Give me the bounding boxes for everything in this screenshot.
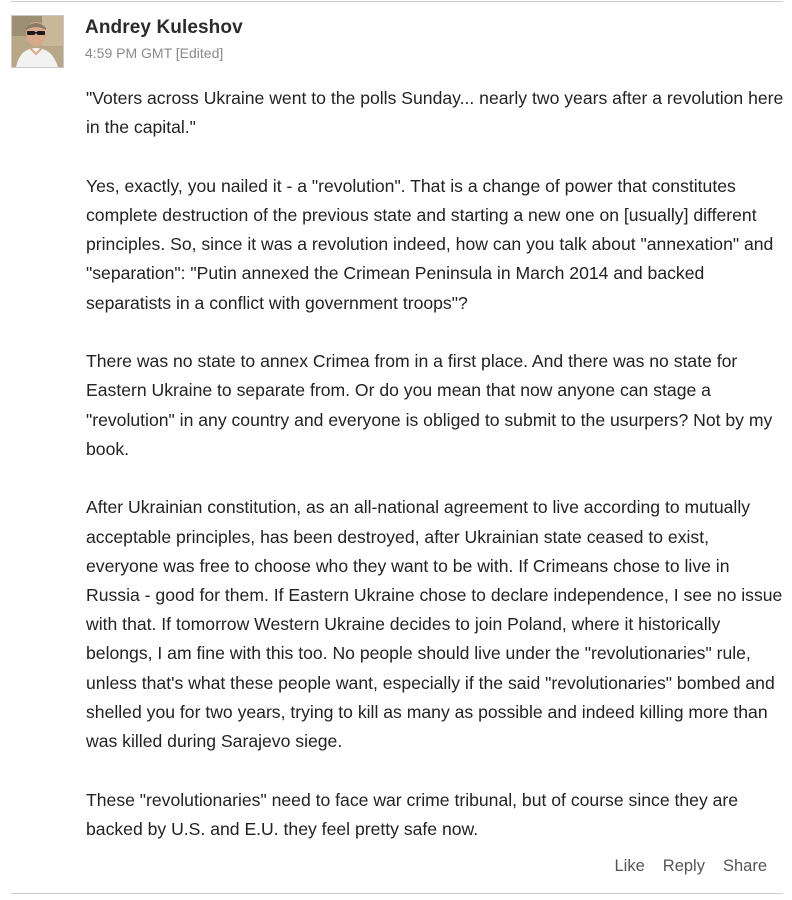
avatar[interactable]	[11, 15, 64, 68]
user-avatar-photo-icon	[12, 16, 63, 67]
comment-paragraph: These "revolutionaries" need to face war crime tribunal, but of course since they are backed by U.S. and E.U. they feel pretty safe now.	[86, 789, 739, 839]
comment-actions	[615, 857, 768, 876]
top-divider	[11, 1, 783, 2]
comment-paragraph: After Ukrainian constitution, as an all-national agreement to live according to mutually acceptable principles, has been destroyed, after Ukrainian state ceased to exist, everyone was free to choose who they want to be with. If Crimeans chose to live in Russia - good for them. If Eastern Ukraine chose to declare independence, I see no issue with that. If tomorrow Western Ukraine decides to join Poland, where it historically belongs, I am fine with this too. No people should live under the "revolutionaries" rule, unless that's what these people want, especially if the said "revolutionaries" bombed and shelled you for two years, trying to kill as many as possible and indeed killing more than was killed during Sarajevo siege.	[86, 497, 783, 752]
comment-paragraph: There was no state to annex Crimea from in a first place. And there was no state for Eastern Ukraine to separate from. Or do you mean that now anyone can stage a "revolution" in any country and everyone is obliged to submit to the usurpers? Not by my book.	[86, 351, 773, 459]
comment-timestamp: 4:59 PM GMT [Edited]	[85, 45, 224, 61]
comment-paragraph: "Voters across Ukraine went to the polls Sunday... nearly two years after a revolution here in the capital."	[86, 88, 784, 138]
comment-paragraph: Yes, exactly, you nailed it - a "revolution". That is a change of power that constitutes complete destruction of the previous state and starting a new one on [usually] different principles. So, since it was a revolution indeed, how can you talk about "annexation" and "separation": "Putin annexed the Crimean Peninsula in March 2014 and backed separatists in a conflict with government troops"?	[86, 175, 774, 313]
share-button[interactable]: Share	[722, 857, 767, 875]
comment-body	[86, 84, 786, 844]
reply-button[interactable]: Reply	[662, 857, 705, 875]
author-name[interactable]: Andrey Kuleshov	[85, 17, 243, 38]
like-button[interactable]: Like	[614, 857, 645, 875]
bottom-divider	[11, 893, 783, 894]
